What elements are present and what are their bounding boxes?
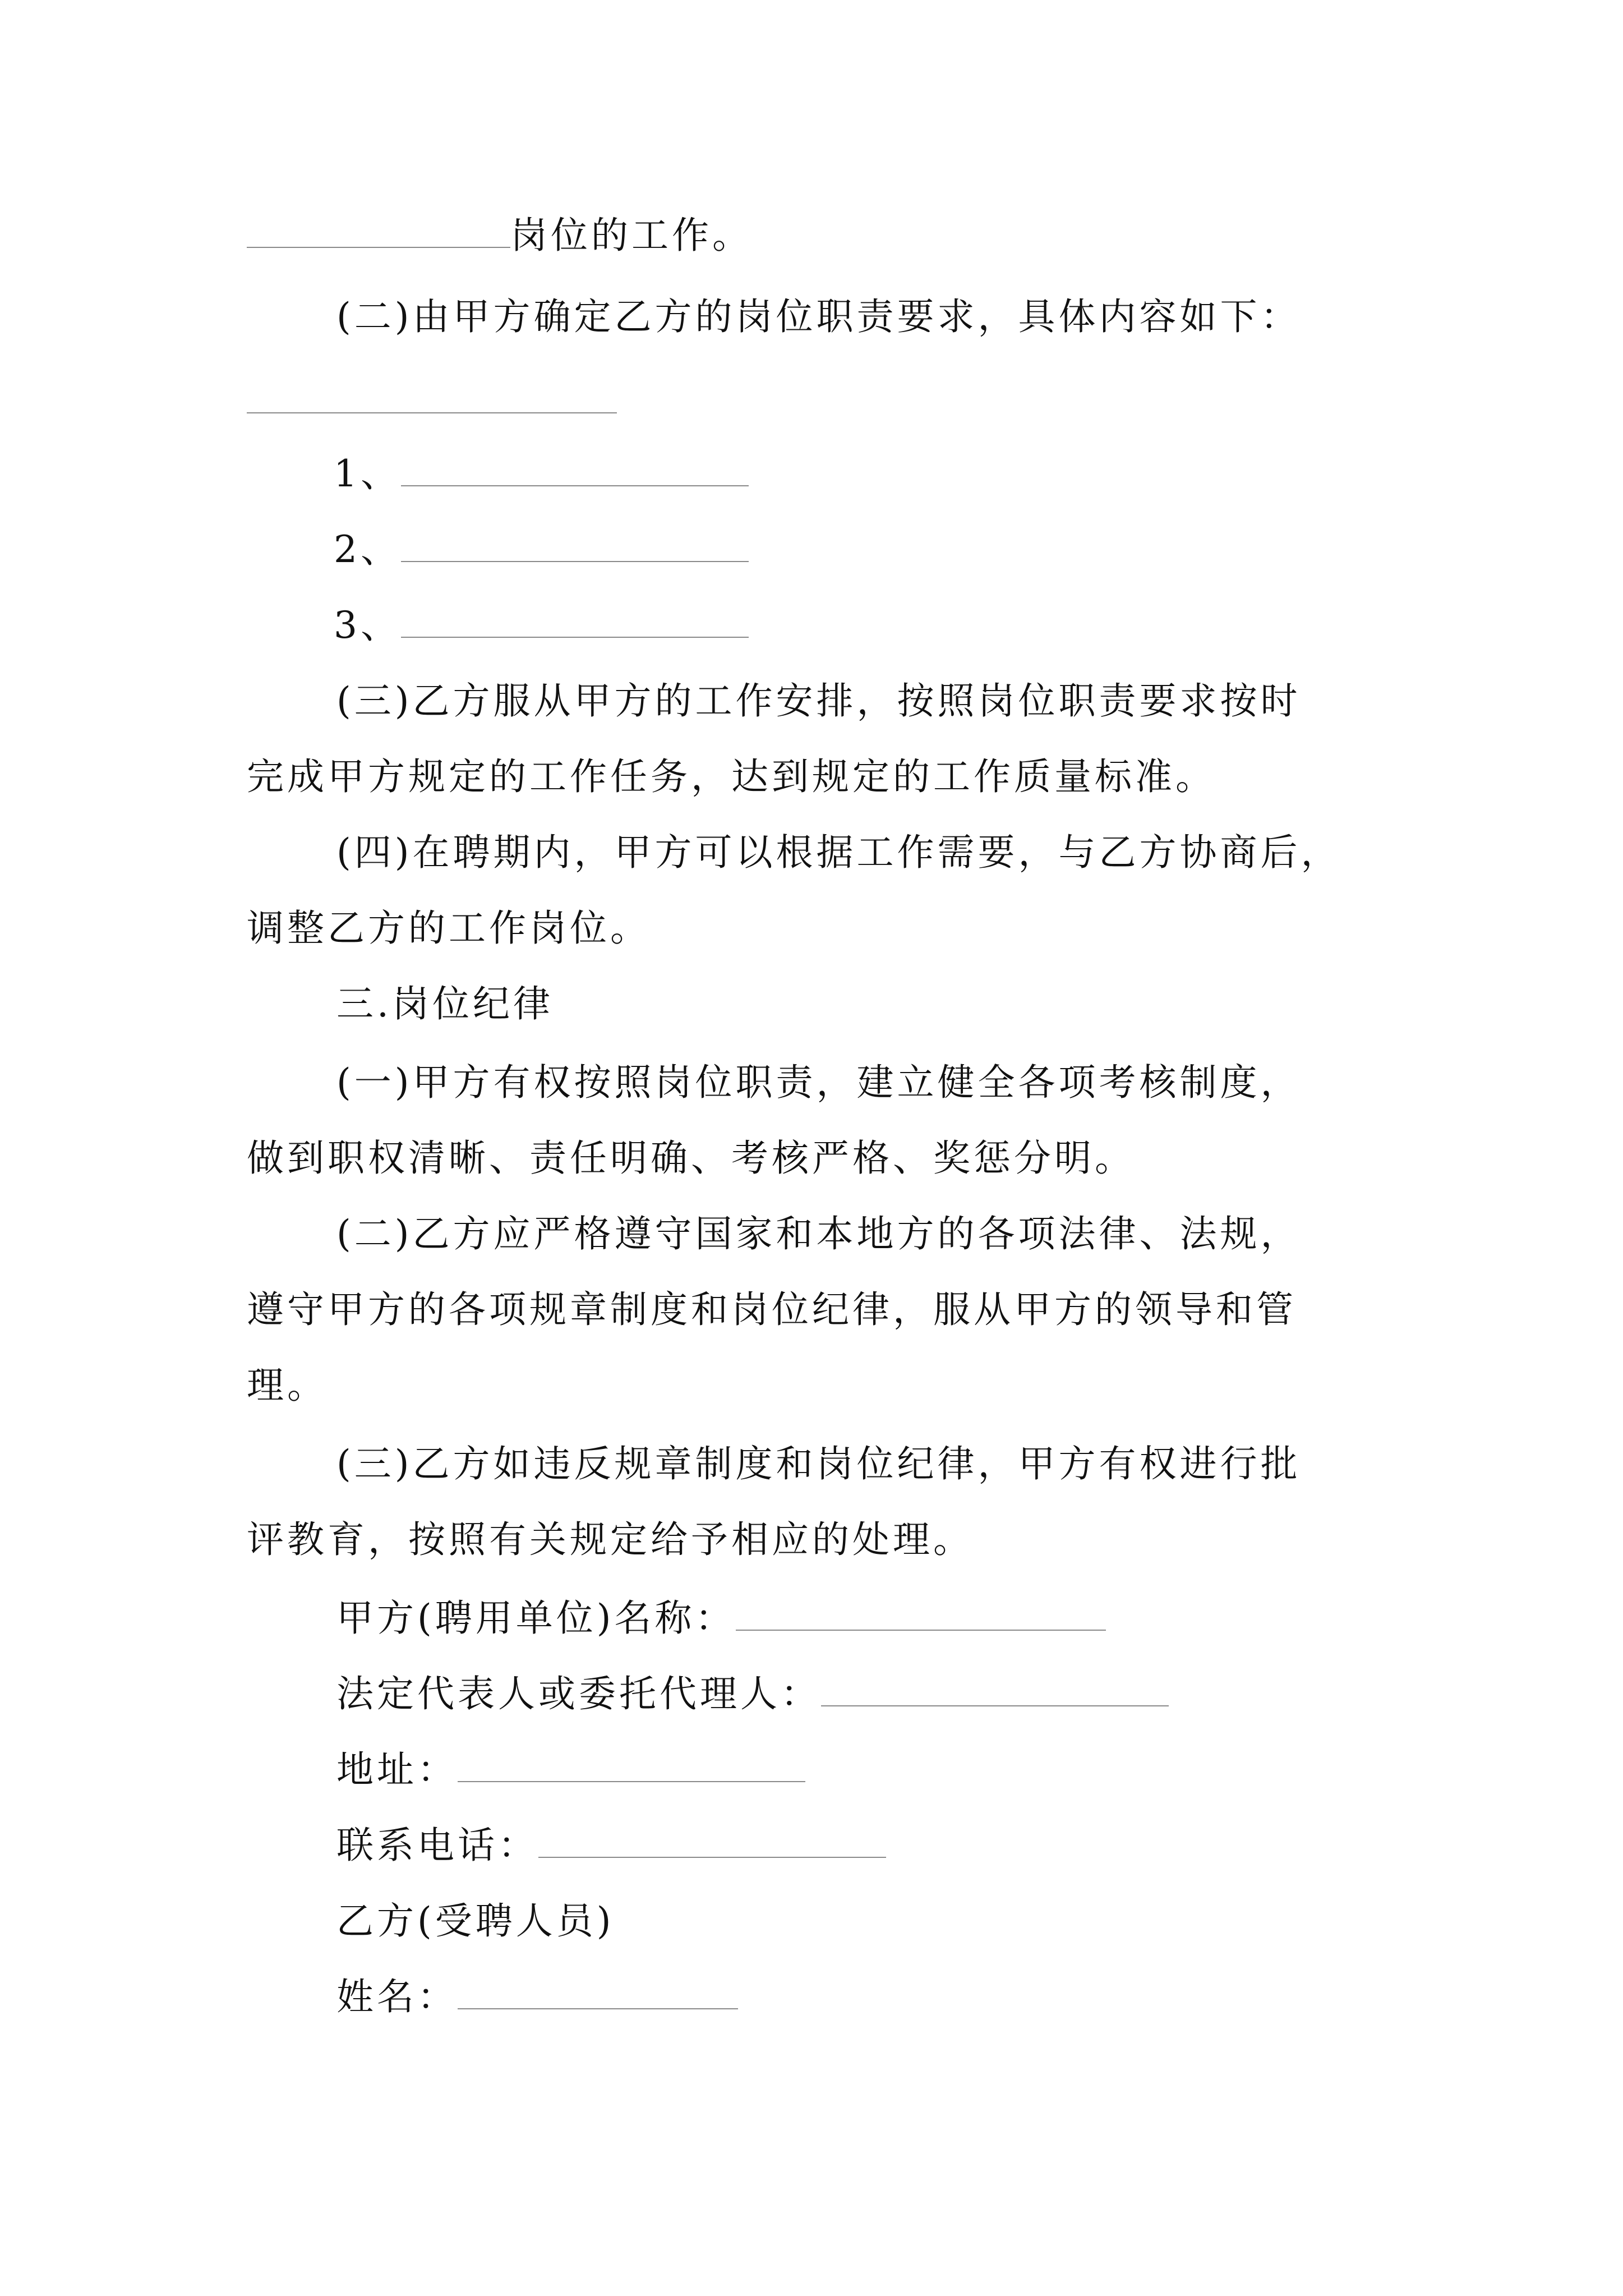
paragraph-line [247, 906, 651, 951]
party-a-name-field[interactable] [736, 1598, 1106, 1631]
paragraph-text: 评教育，按照有关规定给予相应的处理。 [247, 1518, 974, 1561]
paragraph-line [247, 1517, 974, 1562]
paragraph-line [336, 1442, 1301, 1487]
paragraph-line [247, 1136, 1135, 1181]
legal-rep-row [336, 1672, 1169, 1717]
paragraph-line [247, 754, 1216, 799]
phone-label: 联系电话： [336, 1824, 538, 1867]
paragraph-line [247, 1363, 328, 1408]
paragraph-text: 理。 [247, 1364, 328, 1407]
phone-row [336, 1823, 886, 1868]
paragraph-line [336, 1212, 1301, 1257]
duty-requirements-paragraph [336, 295, 1301, 339]
duty-content-blank[interactable] [247, 412, 617, 413]
party-a-name-label: 甲方(聘用单位)名称： [336, 1596, 736, 1640]
post-name-blank[interactable] [247, 215, 510, 248]
party-b-row [336, 1899, 615, 1944]
paragraph-line [336, 830, 1341, 875]
post-work-line [247, 213, 753, 258]
list-item-label: 3、 [334, 604, 401, 647]
address-field[interactable] [458, 1750, 805, 1782]
legal-rep-label: 法定代表人或委托代理人： [336, 1672, 821, 1715]
paragraph-text: (三)乙方服从甲方的工作安排，按照岗位职责要求按时 [336, 679, 1301, 723]
paragraph-text: 遵守甲方的各项规章制度和岗位纪律，服从甲方的领导和管 [247, 1288, 1297, 1331]
list-item-blank[interactable] [401, 454, 749, 486]
section-heading-text: 三.岗位纪律 [336, 982, 554, 1025]
list-item-blank[interactable] [401, 605, 749, 638]
paragraph-text: (二)乙方应严格遵守国家和本地方的各项法律、法规， [336, 1212, 1301, 1255]
paragraph-text: 做到职权清晰、责任明确、考核严格、奖惩分明。 [247, 1137, 1135, 1180]
address-row [336, 1747, 805, 1792]
list-item [334, 527, 749, 572]
paragraph-text: 调整乙方的工作岗位。 [247, 907, 651, 950]
paragraph-text: 完成甲方规定的工作任务，达到规定的工作质量标准。 [247, 755, 1216, 798]
party-a-name-row [336, 1596, 1106, 1641]
legal-rep-field[interactable] [821, 1674, 1169, 1706]
paragraph-text: (四)在聘期内，甲方可以根据工作需要，与乙方协商后， [336, 831, 1341, 874]
phone-field[interactable] [538, 1825, 886, 1858]
paragraph-text: (三)乙方如违反规章制度和岗位纪律，甲方有权进行批 [336, 1442, 1301, 1485]
name-field[interactable] [458, 1977, 738, 2009]
list-item-label: 1、 [334, 452, 401, 495]
section-heading [336, 982, 554, 1027]
list-item-label: 2、 [334, 528, 401, 571]
list-item-blank[interactable] [401, 530, 749, 562]
list-item [334, 603, 749, 648]
list-item [334, 452, 749, 496]
paragraph-text: (一)甲方有权按照岗位职责，建立健全各项考核制度， [336, 1061, 1301, 1104]
name-label: 姓名： [336, 1975, 458, 2018]
paragraph-line [336, 679, 1301, 724]
paragraph-line [247, 1287, 1297, 1332]
paragraph-line [336, 1060, 1301, 1105]
address-label: 地址： [336, 1748, 458, 1791]
post-work-text: 岗位的工作。 [510, 214, 753, 257]
duty-requirements-text: (二)由甲方确定乙方的岗位职责要求，具体内容如下： [336, 295, 1301, 338]
name-row [336, 1975, 738, 2019]
party-b-label: 乙方(受聘人员) [336, 1899, 615, 1943]
